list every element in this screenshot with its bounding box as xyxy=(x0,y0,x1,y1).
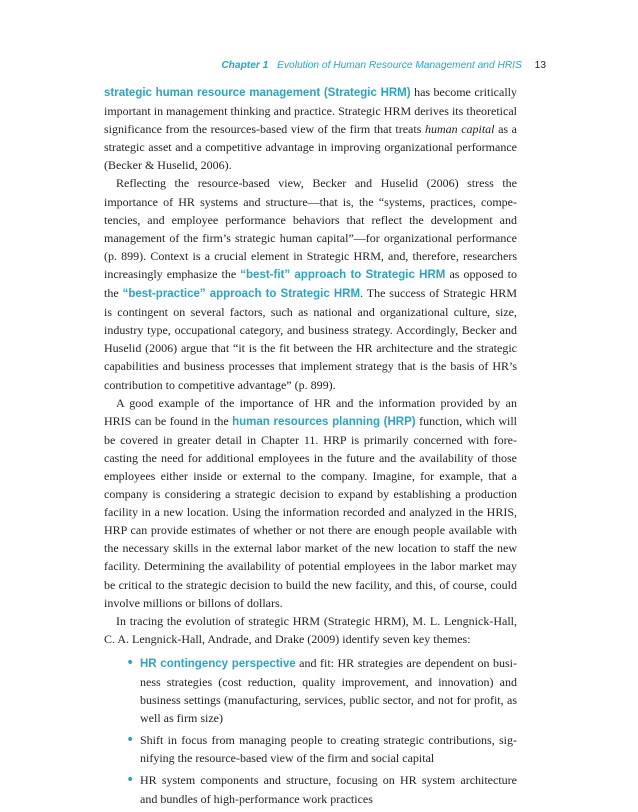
paragraph-text: A good example of the importance of HR and the information provided by an HRIS can be found in the xyxy=(104,395,517,428)
list-item xyxy=(126,731,517,767)
running-head xyxy=(100,60,546,71)
bullet-icon: • xyxy=(126,654,135,671)
list-item xyxy=(126,771,517,807)
paragraph-4: In tracing the evolution of strategic HRM (Strategic HRM), M. L. Lengnick-Hall, C. A. Lengnick-Hall, Andrade, and Drake (2009) identify seven key themes: xyxy=(104,613,517,646)
key-term-hr-contingency: HR contingency perspective xyxy=(140,657,296,670)
paragraph-text: Reflecting the resource-based view, Becker and Huselid (2006) stress the importance of HR systems and structure—that is, the “systems, practices, competencies, and employee performance behaviors that reflect the development and management of the firm’s strategic human capital”—for organizational performance (p. 899). Context is a crucial element in Strategic HRM, and, therefore, researchers increasingly emphasize the xyxy=(104,176,517,281)
themes-list xyxy=(104,654,517,808)
key-term-best-practice: “best-practice” approach to Strategic HRM xyxy=(122,288,361,301)
paragraph-text: as opposed to the xyxy=(104,266,517,301)
chapter-label: Chapter 1 xyxy=(221,60,269,71)
chapter-title: Evolution of Human Resource Management and HRIS xyxy=(277,60,522,71)
page-number: 13 xyxy=(534,60,546,71)
paragraph-2 xyxy=(104,174,517,393)
emphasis-human-capital: human capital xyxy=(424,122,495,137)
paragraph-text: as a strategic asset and a competitive advantage in improving organizational performance (Becker & Huselid, 2006). xyxy=(104,122,518,173)
paragraph-text: function, which will be covered in greater detail in Chapter 11. HRP is primarily concerned with forecasting the need for additional employees in the future and the availability of those employees either inside or external to the company. Imagine, for example, that a company is considering a strategic decision to expand by establishing a production facility in a new location. Using the information recorded and analyzed in the HRIS, HRP can provide estimates of whether or not there are enough people available with the necessary skills in the external labor market of the new location to staff the new facility. Determining the availability of potential employees in the labor market may be critical to the strategic decision to build the new facility, and this, of course, could involve millions or billons of dollars. xyxy=(104,413,518,610)
bullet-icon: • xyxy=(126,732,135,749)
list-item-text: HR system components and structure, focusing on HR system architecture and bundles of high-performance work practices xyxy=(140,773,517,806)
list-item-text: and fit: HR strategies are dependent on business strategies (cost reduction, quality improvement, and innovation) and business settings (manufacturing, services, public sector, and not for profit, as well as firm size) xyxy=(140,655,517,726)
body-text xyxy=(104,83,517,812)
paragraph-1 xyxy=(104,83,517,174)
key-term-best-fit: “best-fit” approach to Strategic HRM xyxy=(240,268,446,281)
list-item xyxy=(126,654,517,727)
key-term-strategic-hrm: strategic human resource management (Strategic HRM) xyxy=(104,87,411,99)
key-term-hrp: human resources planning (HRP) xyxy=(232,415,416,428)
paragraph-text: . The success of Strategic HRM is contingent on several factors, such as national and organizational culture, size, industry type, occupational category, and business strategy. Accordingly, Becker and Huselid (2006) argue that “it is the fit between the HR architecture and the strategic capabilities and business processes that implement strategy that is the basis of HR’s contribution to competitive advantage” (p. 899). xyxy=(104,286,517,392)
paragraph-text: has become critically important in management thinking and practice. Strategic HRM derives its theoretical significance from the resources-based view of the firm that treats xyxy=(104,85,517,137)
list-item-text: Shift in focus from managing people to creating strategic contributions, signifying the resource-based view of the firm and social capital xyxy=(140,733,517,766)
paragraph-3 xyxy=(104,394,517,612)
bullet-icon: • xyxy=(126,772,135,789)
